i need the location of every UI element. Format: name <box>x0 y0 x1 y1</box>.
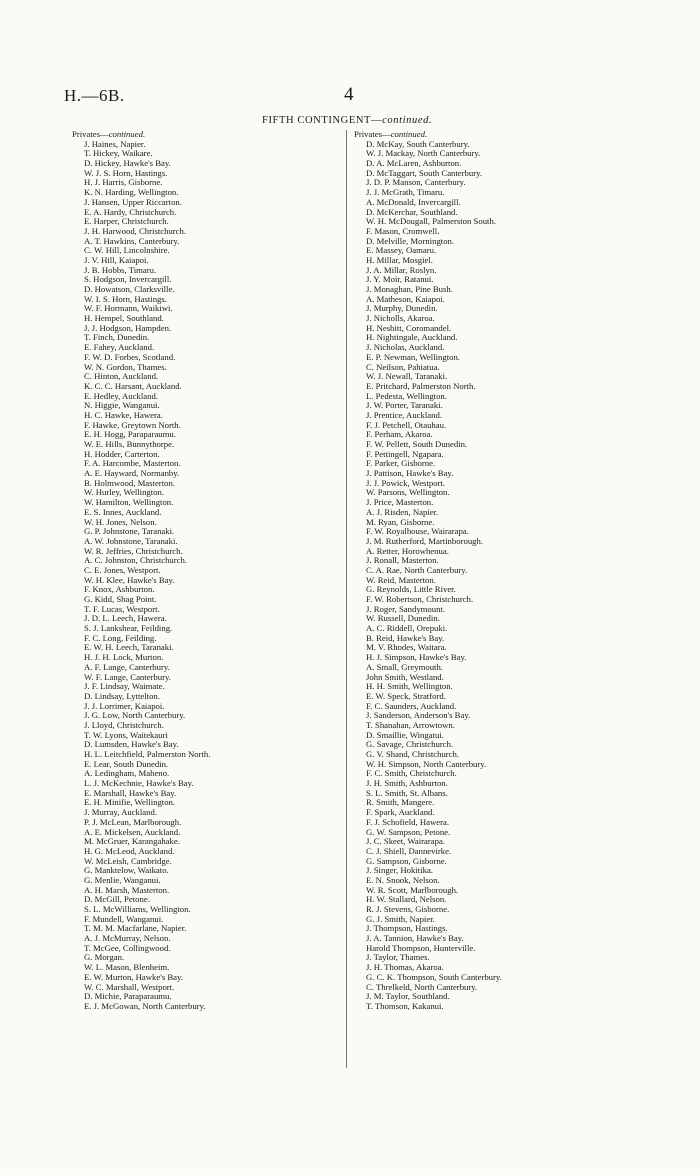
list-item: G. Sampson, Gisborne. <box>366 855 447 866</box>
list-item: J. Lloyd, Christchurch. <box>84 719 164 730</box>
list-item: F. Perham, Akaroa. <box>366 429 433 440</box>
list-item: G. C. K. Thompson, South Canterbury. <box>366 971 502 982</box>
list-item: J. H. Thomas, Akaroa. <box>366 962 444 973</box>
list-item: M. McGruer, Karangahake. <box>84 836 180 847</box>
list-item: E. Pritchard, Palmerston North. <box>366 380 476 391</box>
list-item: Harold Thompson, Hunterville. <box>366 942 476 953</box>
left-entry-list <box>72 140 210 1012</box>
list-item: J. Pattison, Hawke's Bay. <box>366 468 454 479</box>
list-item: E. S. Innes, Auckland. <box>84 506 162 517</box>
list-item: H. Millar, Mosgiel. <box>366 254 433 265</box>
list-item: J. M. Rutherford, Martinborough. <box>366 535 484 546</box>
list-item: E. W. Murton, Hawke's Bay. <box>84 971 183 982</box>
list-item: A. Small, Greymouth. <box>366 661 443 672</box>
list-item: N. Higgie, Wanganui. <box>84 400 160 411</box>
list-item: S. Hodgson, Invercargill. <box>84 274 172 285</box>
list-item: D. Howatson, Clarksville. <box>84 284 175 294</box>
list-item: F. Spark, Auckland. <box>366 807 435 818</box>
list-item: D. A. McLaren, Ashburton. <box>366 158 462 169</box>
list-item: J. Ronall, Masterton. <box>366 555 439 566</box>
list-item: T. Shanahan, Arrowtown. <box>366 719 455 730</box>
list-item: C. Threlkeld, North Canterbury. <box>366 981 478 992</box>
list-item: J. Prentice, Auckland. <box>366 409 442 420</box>
column-divider <box>346 130 347 1068</box>
list-item: J. Singer, Hokitika. <box>366 865 433 876</box>
list-item: W. Hurley, Wellington. <box>84 487 165 498</box>
list-item: M. V. Rhodes, Waitara. <box>366 642 447 653</box>
list-item: T. M. M. Macfarlane, Napier. <box>84 923 187 934</box>
list-item: E. Fahey, Auckland. <box>84 342 155 353</box>
list-item: D. Lindsay, Lyttelton. <box>84 690 160 701</box>
list-item: G. W. Sampson, Petone. <box>366 826 451 837</box>
list-item: J. F. Lindsay, Waimate. <box>84 681 165 692</box>
list-item: J. Sanderson, Anderson's Bay. <box>366 710 471 721</box>
list-item: S. L. McWilliams, Wellington. <box>84 904 191 914</box>
left-heading-suffix: continued. <box>108 129 146 139</box>
list-item: F. A. Harcombe, Masterton. <box>84 458 181 469</box>
list-item: J. D. L. Leech, Hawera. <box>84 613 167 624</box>
list-item: G. Menlie, Wanganui. <box>84 874 161 885</box>
list-item: D. Melville, Mornington. <box>366 235 455 246</box>
list-item: J. Nicholls, Akaroa. <box>366 313 435 324</box>
list-item: F. C. Smith, Christchurch. <box>366 768 457 779</box>
list-item: J. J. McGrath, Timaru. <box>366 187 445 198</box>
right-heading-suffix: continued. <box>390 129 428 139</box>
list-item: J. W. Porter, Taranaki. <box>366 400 443 411</box>
list-item: E. N. Snook, Nelson. <box>366 874 440 885</box>
list-item: T. W. Lyons, Waitekauri <box>84 729 168 740</box>
list-item: A. C. Johnston, Christchurch. <box>84 555 188 566</box>
list-item: H. Hodder, Carterton. <box>84 448 160 459</box>
list-item: J. C. Skeet, Wairarapa. <box>366 836 445 847</box>
list-item: W. R. Scott, Marlborough. <box>366 884 459 895</box>
list-item: H. Nesbitt, Coromandel. <box>366 322 452 333</box>
list-item: W. Parsons, Wellington. <box>366 487 450 498</box>
list-item: A. W. Johnstone, Taranaki. <box>84 535 178 546</box>
list-item: E. Marshall, Hawke's Bay. <box>84 787 177 798</box>
list-item: J. Hansen, Upper Riccarton. <box>84 196 182 207</box>
list-item: T. McGee, Collingwood. <box>84 942 171 953</box>
list-item: C. A. Rae, North Canterbury. <box>366 564 468 575</box>
right-entry-list <box>354 140 502 1012</box>
list-item: M. Ryan, Gisborne. <box>366 516 435 527</box>
list-item: A. C. Riddell, Orepuki. <box>366 623 448 634</box>
list-item: E. Harper, Christchurch. <box>84 216 169 227</box>
list-item: A. F. Lange, Canterbury. <box>84 661 170 672</box>
list-item: E. H. Minifie, Wellington. <box>84 797 176 808</box>
section-title-main: FIFTH CONTINGENT— <box>262 115 383 126</box>
list-item: F. Hawke, Greytown North. <box>84 419 181 430</box>
left-column <box>72 130 210 1012</box>
list-item: J. B. Hobbs, Timaru. <box>84 264 157 275</box>
list-item: H. L. Leitchfield, Palmerston North. <box>84 749 211 759</box>
list-item: G. J. Smith, Napier. <box>366 913 435 924</box>
list-item: D. McKerchar, Southland. <box>366 206 458 217</box>
list-item: W. H. Simpson, North Canterbury. <box>366 758 487 769</box>
list-item: D. McKay, South Canterbury. <box>366 138 470 149</box>
list-item: E. W. H. Leech, Taranaki. <box>84 642 174 653</box>
list-item: C. Neilson, Pahiatua. <box>366 361 440 372</box>
list-item: D. McGill, Petone. <box>84 894 150 905</box>
list-item: H. W. Stallard, Nelson. <box>366 894 447 905</box>
list-item: G. Manktelow, Waikato. <box>84 865 169 876</box>
list-item: W. McLeish, Cambridge. <box>84 855 172 866</box>
list-item: F. Mason, Cromwell. <box>366 225 440 236</box>
list-item: W. C. Marshall, Westport. <box>84 981 175 992</box>
list-item: F. C. Long, Feilding. <box>84 632 157 643</box>
list-item: F. Mundell, Wanganui. <box>84 913 164 924</box>
list-item: W. J. Mackay, North Canterbury. <box>366 148 481 159</box>
list-item: E. A. Hardy, Christchurch. <box>84 206 177 217</box>
list-item: J. M. Taylor, Southland. <box>366 991 450 1002</box>
list-item: J. A. Millar, Roslyn. <box>366 264 437 275</box>
list-item: F. Pettingell, Ngapara. <box>366 448 444 459</box>
list-item: H. J. Simpson, Hawke's Bay. <box>366 652 467 663</box>
list-item: G. Reynolds, Little River. <box>366 584 456 595</box>
list-item: W. N. Gordon, Thames. <box>84 361 167 372</box>
list-item: A. T. Hawkins, Canterbury. <box>84 235 180 246</box>
list-item: J. A. Tannion, Hawke's Bay. <box>366 933 464 944</box>
list-item: D. Lumsden, Hawke's Bay. <box>84 739 179 750</box>
list-item: D. Michie, Paraparaumu. <box>84 991 172 1002</box>
list-item: J. J. Lorrimer, Kaiapoi. <box>84 700 165 711</box>
list-item: W. Reid, Masterton. <box>366 574 436 585</box>
list-item: H. C. Hawke, Hawera. <box>84 409 163 420</box>
list-item: D. Smaillie, Wingatui. <box>366 729 444 740</box>
list-item: P. J. McLean, Marlborough. <box>84 816 182 827</box>
list-item: E. Lear, South Dunedin. <box>84 758 169 769</box>
list-item: G. P. Johnstone, Taranaki. <box>84 526 175 537</box>
list-item: E. J. McGowan, North Canterbury. <box>84 1000 206 1011</box>
section-title <box>262 115 432 126</box>
list-item: H. Hempel, Southland. <box>84 313 164 324</box>
list-item: J. V. Hill, Kaiapoi. <box>84 254 149 265</box>
list-item: D. Hickey, Hawke's Bay. <box>84 158 171 169</box>
list-item: W. F. Hormann, Waikiwi. <box>84 303 173 314</box>
right-heading-main: Privates— <box>354 129 391 139</box>
page-code: H.—6B. <box>64 86 125 105</box>
list-item: John Smith, Westland. <box>366 671 444 682</box>
list-item: F. W. Royalhouse, Wairarapa. <box>366 526 469 537</box>
left-heading-main: Privates— <box>72 129 109 139</box>
list-item: J. Haines, Napier. <box>84 138 146 149</box>
list-item: F. Parker, Gisborne. <box>366 458 436 469</box>
list-item: J. Roger, Sandymount. <box>366 603 446 614</box>
list-item: C. E. Jones, Westport. <box>84 564 161 575</box>
section-title-suffix: continued. <box>382 115 433 126</box>
right-column <box>354 130 502 1012</box>
list-item: A. J. Risden, Napier. <box>366 506 439 517</box>
list-item: T. Hickey, Waikare. <box>84 148 153 159</box>
list-item: W. J. S. Horn, Hastings. <box>84 167 168 178</box>
list-item: W. H. Klee, Hawke's Bay. <box>84 574 175 585</box>
list-item: F. Knox, Ashburton. <box>84 584 155 595</box>
list-item: H. G. McLeod, Auckland. <box>84 845 175 856</box>
list-item: J. Murphy, Dunedin. <box>366 303 438 314</box>
list-item: E. P. Newman, Wellington. <box>366 351 460 362</box>
list-item: W. L. Mason, Blenheim. <box>84 962 170 973</box>
list-item: W. J. Newall, Taranaki. <box>366 371 448 382</box>
list-item: F. J. Schofield, Hawera. <box>366 816 450 827</box>
list-item: J. J. Powick, Westport. <box>366 477 446 488</box>
list-item: L. Pedesta, Wellington. <box>366 390 447 401</box>
list-item: K. C. C. Harsant, Auckland. <box>84 380 182 391</box>
list-item: J. D. P. Manson, Canterbury. <box>366 177 466 188</box>
list-item: J. G. Low, North Canterbury. <box>84 710 186 721</box>
list-item: C. W. Hill, Lincolnshire. <box>84 245 170 256</box>
list-item: E. W. Speck, Stratford. <box>366 690 446 701</box>
list-item: H. J. Harris, Gisborne. <box>84 177 163 188</box>
list-item: J. Price, Masterton. <box>366 497 434 508</box>
list-item: L. J. McKechnie, Hawke's Bay. <box>84 778 194 789</box>
list-item: A. E. Hayward, Normanby. <box>84 468 180 479</box>
list-item: G. Morgan. <box>84 952 125 963</box>
list-item: E. Massey, Oamaru. <box>366 245 437 256</box>
list-item: H. Nightingale, Auckland. <box>366 332 458 343</box>
list-item: W. I. S. Horn, Hastings. <box>84 293 167 304</box>
list-item: A. Ledingham, Maheno. <box>84 768 170 779</box>
list-item: W. H. McDougall, Palmerston South. <box>366 216 496 227</box>
list-item: A. McDonald, Invercargill. <box>366 196 461 207</box>
list-item: G. Kidd, Shag Point. <box>84 594 157 604</box>
list-item: D. McTaggart, South Canterbury. <box>366 167 483 178</box>
list-item: J. H. Smith, Ashburton. <box>366 778 448 789</box>
list-item: J. Thompson, Hastings. <box>366 923 448 934</box>
list-item: W. R. Jeffries, Christchurch. <box>84 545 183 556</box>
list-item: F. W. D. Forbes, Scotland. <box>84 351 176 362</box>
list-item: A. J. McMurray, Nelson. <box>84 933 171 944</box>
list-item: G. V. Shand, Christchurch. <box>366 749 460 759</box>
list-item: S. L. Smith, St. Albans. <box>366 787 448 798</box>
list-item: J. H. Harwood, Christchurch. <box>84 225 187 236</box>
list-item: J. Taylor, Thames. <box>366 952 430 963</box>
list-item: W. H. Jones, Nelson. <box>84 516 157 527</box>
list-item: R. J. Stevens, Gisborne. <box>366 904 450 914</box>
list-item: H. J. H. Lock, Murton. <box>84 652 164 663</box>
list-item: A. Retter, Horowhenua. <box>366 545 449 556</box>
list-item: H. H. Smith, Wellington. <box>366 681 453 692</box>
list-item: B. Holmwood, Masterton. <box>84 477 175 488</box>
list-item: J. Monaghan, Pine Bush. <box>366 284 453 294</box>
list-item: T. Finch, Dunedin. <box>84 332 150 343</box>
list-item: S. J. Lankshear, Feilding. <box>84 623 173 634</box>
list-item: T. Thomson, Kakanui. <box>366 1000 444 1011</box>
list-item: W. Russell, Dunedin. <box>366 613 440 624</box>
list-item: R. Smith, Mangere. <box>366 797 435 808</box>
list-item: C. Hinton, Auckland. <box>84 371 159 382</box>
list-item: T. F. Lucas, Westport. <box>84 603 160 614</box>
list-item: F. J. Petchell, Otauhau. <box>366 419 447 430</box>
list-item: A. H. Marsh, Masterton. <box>84 884 170 895</box>
list-item: K. N. Harding, Wellington. <box>84 187 179 198</box>
list-item: G. Savage, Christchurch. <box>366 739 454 750</box>
list-item: F. W. Pellett, South Dunedin. <box>366 439 468 449</box>
list-item: J. Nicholas, Auckland. <box>366 342 445 353</box>
list-item: F. W. Robertson, Christchurch. <box>366 594 474 604</box>
list-item: J. J. Hodgson, Hampden. <box>84 322 172 333</box>
page-number: 4 <box>344 84 354 105</box>
list-item: E. H. Hogg, Paraparaumu. <box>84 429 176 440</box>
list-item: E. Hedley, Auckland. <box>84 390 158 401</box>
list-item: F. C. Saunders, Auckland. <box>366 700 457 711</box>
list-item: W. F. Lange, Canterbury. <box>84 671 171 682</box>
list-item: A. Matheson, Kaiapoi. <box>366 293 445 304</box>
list-item: J. Murray, Auckland. <box>84 807 158 818</box>
list-item: A. E. Mickelsen, Auckland. <box>84 826 181 837</box>
list-item: B. Reid, Hawke's Bay. <box>366 632 445 643</box>
list-item: W. E. Hills, Bunnythorpe. <box>84 439 175 449</box>
list-item: W. Hamilton, Wellington. <box>84 497 174 508</box>
list-item: C. J. Shiell, Dannevirke. <box>366 845 452 856</box>
list-item: J. Y. Moir, Ratanui. <box>366 274 434 285</box>
